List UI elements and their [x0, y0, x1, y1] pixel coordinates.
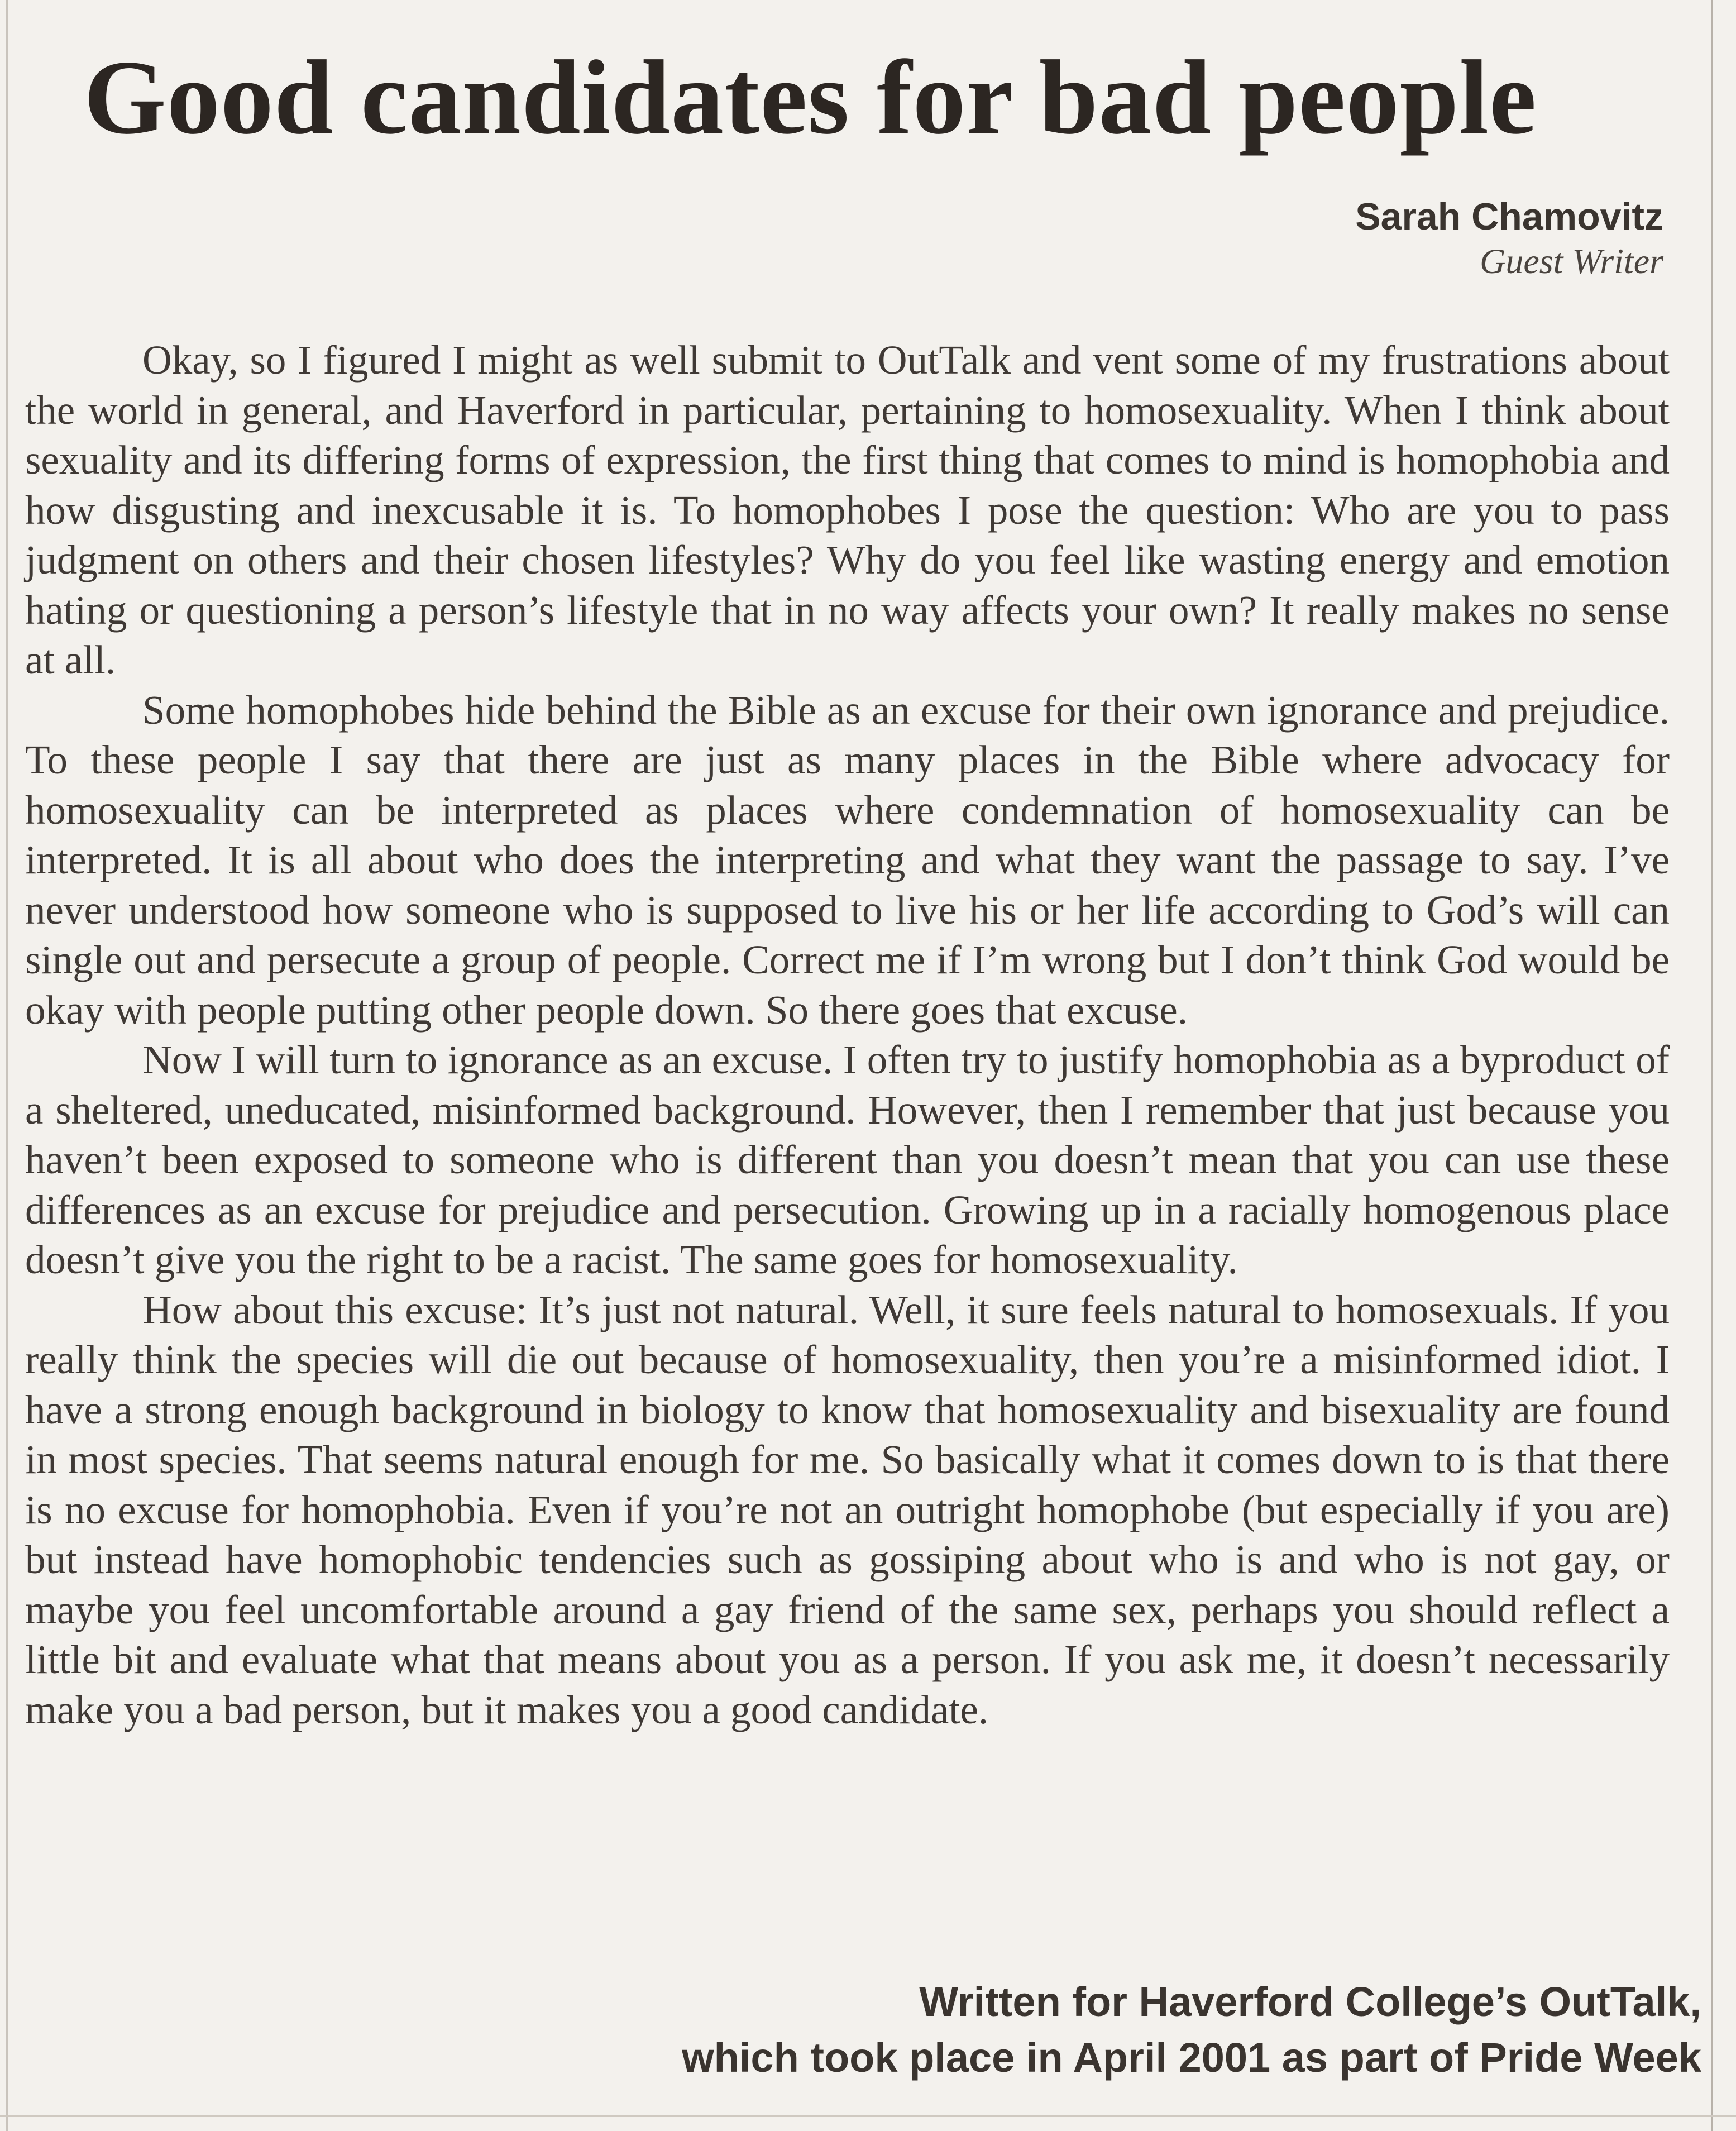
article-body [25, 335, 1670, 1735]
paragraph: How about this excuse: It’s just not natural. Well, it sure feels natural to homosexuals. If you really think the species will die out because of homosexuality, then you’re a misinformed idiot. I have a strong enough background in biology to know that homosexuality and bisexuality are found in most species. That seems natural enough for me. So basically what it comes down to is that there is no excuse for homophobia. Even if you’re not an outright homophobe (but especially if you are) but instead have homophobic tendencies such as gossiping about who is and who is not gay, or maybe you feel uncomfortable around a gay friend of the same sex, perhaps you should reflect a little bit and evaluate what that means about you as a person. If you ask me, it doesn’t necessarily make you a bad person, but it makes you a good candidate. [25, 1287, 1670, 1732]
right-border-rule [1711, 0, 1713, 2131]
paragraph: Okay, so I figured I might as well submit to OutTalk and vent some of my frustrations about the world in general, and Haverford in particular, pertaining to homosexuality. When I think about sexuality and its differing forms of expression, the first thing that comes to mind is homophobia and how disgusting and inexcusable it is. To homophobes I pose the question: Who are you to pass judgment on others and their chosen lifestyles? Why do you feel like wasting energy and emotion hating or questioning a person’s lifestyle that in no way affects your own? It really makes no sense at all. [25, 337, 1670, 682]
publication-note-line: which took place in April 2001 as part of Pride Week [682, 2034, 1701, 2081]
left-border-rule [6, 0, 8, 2131]
byline [1355, 193, 1663, 282]
bottom-border-rule [0, 2115, 1736, 2117]
article-headline: Good candidates for bad people [84, 39, 1537, 156]
paragraph: Some homophobes hide behind the Bible as an excuse for their own ignorance and prejudice. To these people I say that there are just as many places in the Bible where advocacy for homosexuality can be interpreted as places where condemnation of homosexuality can be interpreted. It is all about who does the interpreting and what they want the passage to say. I’ve never understood how someone who is supposed to live his or her life according to God’s will can single out and persecute a group of people. Correct me if I’m wrong but I don’t think God would be okay with people putting other people down. So there goes that excuse. [25, 687, 1670, 1033]
author-role: Guest Writer [1480, 241, 1663, 281]
publication-note [682, 1974, 1701, 2086]
author-name: Sarah Chamovitz [1355, 195, 1663, 238]
publication-note-line: Written for Haverford College’s OutTalk, [919, 1979, 1701, 2025]
paragraph: Now I will turn to ignorance as an excuse. I often try to justify homophobia as a byproduct of a sheltered, uneducated, misinformed background. However, then I remember that just because you haven’t been exposed to someone who is different than you doesn’t mean that you can use these differences as an excuse for prejudice and persecution. Growing up in a racially homogenous place doesn’t give you the right to be a racist. The same goes for homosexuality. [25, 1037, 1670, 1282]
